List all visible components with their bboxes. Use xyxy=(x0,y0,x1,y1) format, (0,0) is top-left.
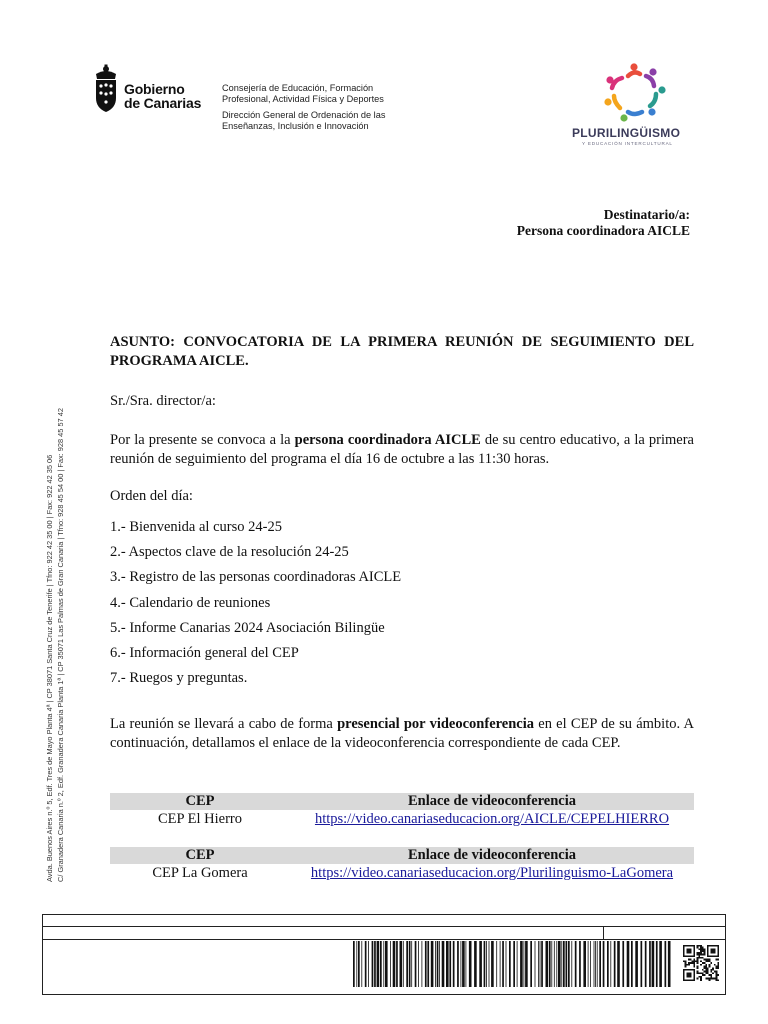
footer-divider xyxy=(43,939,725,940)
intro-text-b: de su centro educativo, a la primera reunión de seguimiento del programa el día 16 de octubre a las 11:30 horas. xyxy=(110,432,694,467)
recipient-label: Destinatario/a: xyxy=(603,207,690,222)
recipient-name: Persona coordinadora AICLE xyxy=(516,222,690,238)
intro-text-a: Por la presente se convoca a la xyxy=(110,432,295,448)
agenda-item: 1.- Bienvenida al curso 24-25 xyxy=(110,519,282,535)
agenda-item: 4.- Calendario de reuniones xyxy=(110,594,271,611)
agenda-list xyxy=(110,518,401,694)
department-block xyxy=(222,83,385,131)
program-name: PLURILINGÜISMO xyxy=(572,126,681,140)
link-cell xyxy=(290,864,694,882)
agenda-heading: Orden del día: xyxy=(110,488,193,504)
meeting-text-a: La reunión se llevará a cabo de forma xyxy=(110,716,338,732)
cep-table-el-hierro xyxy=(110,793,694,828)
table-header-row xyxy=(110,847,694,864)
column-header-link: Enlace de videoconferencia xyxy=(290,793,694,810)
meeting-text-b: en el CEP de su ámbito. A continuación, detallamos el enlace de la videoconferencia correspondiente de cada CEP. xyxy=(110,716,694,751)
recipient-block xyxy=(517,207,690,238)
table-row xyxy=(110,864,694,882)
agenda-item: 7.- Ruegos y preguntas. xyxy=(110,670,248,687)
salutation: Sr./Sra. director/a: xyxy=(110,393,216,409)
cep-table-la-gomera xyxy=(110,847,694,882)
address-line2: C/ Granadera Canaria n.º 2, Edf. Granadera Canaria Planta 1ª | CP 35071 Las Palmas de Gran Canaria | Tfno: 928 45 54 00 | Fax: 928 45 57 42 xyxy=(56,408,65,882)
meeting-paragraph xyxy=(110,715,694,752)
agenda-item: 3.- Registro de las personas coordinadoras AICLE xyxy=(110,569,402,586)
footer-divider-vertical xyxy=(603,926,604,939)
directorate-line1: Dirección General de Ordenación de las xyxy=(222,110,386,120)
address-sidebar xyxy=(44,342,66,882)
agenda-item: 2.- Aspectos clave de la resolución 24-25 xyxy=(110,544,349,561)
column-header-cep: CEP xyxy=(110,847,290,864)
plurilinguismo-logo-icon xyxy=(598,62,670,124)
subject-heading: ASUNTO: CONVOCATORIA DE LA PRIMERA REUNIÓN DE SEGUIMIENTO DEL PROGRAMA AICLE. xyxy=(110,334,694,369)
cep-name-cell: CEP La Gomera xyxy=(152,865,248,881)
department-line2: Profesional, Actividad Física y Deportes xyxy=(222,93,384,104)
government-name-line2: de Canarias xyxy=(124,95,202,111)
column-header-link: Enlace de videoconferencia xyxy=(290,847,694,864)
table-row xyxy=(110,810,694,828)
meeting-text-bold: presencial por videoconferencia xyxy=(337,716,535,732)
agenda-item: 5.- Informe Canarias 2024 Asociación Bilingüe xyxy=(110,619,385,636)
videoconference-link[interactable]: https://video.canariaseducacion.org/Plurilinguismo-LaGomera xyxy=(310,865,674,881)
column-header-cep: CEP xyxy=(110,793,290,810)
address-line1: Avda. Buenos Aires n.º 5, Edf. Tres de Mayo Planta 4ª | CP 38071 Santa Cruz de Tenerife | Tfno: 922 42 35 00 | Fax: 922 42 35 06 xyxy=(45,454,54,882)
videoconference-link[interactable]: https://video.canariaseducacion.org/AICLE/CEPELHIERRO xyxy=(314,811,670,827)
government-name-line1: Gobierno xyxy=(124,81,185,97)
government-name xyxy=(124,82,201,110)
directorate-line2: Enseñanzas, Inclusión e Innovación xyxy=(222,120,369,131)
intro-paragraph xyxy=(110,431,694,468)
barcode-icon xyxy=(353,941,673,987)
footer-divider xyxy=(43,926,725,927)
department-line1: Consejería de Educación, Formación xyxy=(222,83,374,93)
cep-name-cell: CEP El Hierro xyxy=(157,811,243,827)
link-cell xyxy=(290,810,694,828)
intro-text-bold: persona coordinadora AICLE xyxy=(294,432,481,448)
agenda-item: 6.- Información general del CEP xyxy=(110,644,299,661)
qr-code-icon xyxy=(683,945,719,981)
signature-verification-box xyxy=(42,914,726,995)
coat-of-arms-icon xyxy=(92,64,120,114)
program-subtitle: Y EDUCACIÓN INTERCULTURAL xyxy=(582,141,673,146)
table-header-row xyxy=(110,793,694,810)
